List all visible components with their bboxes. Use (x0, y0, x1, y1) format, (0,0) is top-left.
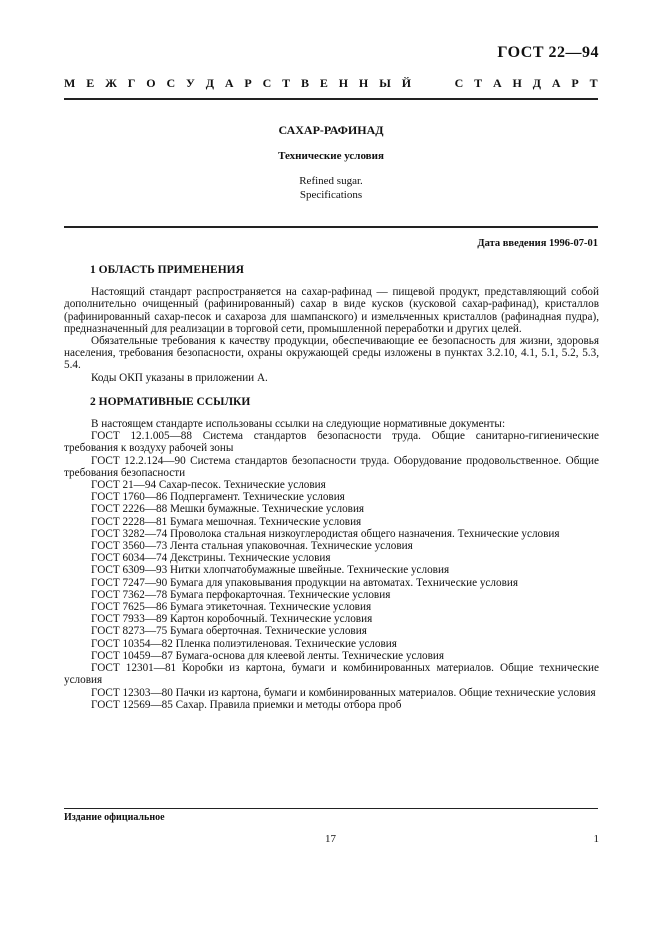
section-1-paragraph-3: Коды ОКП указаны в приложении А. (91, 371, 268, 384)
heading-letter: Т (474, 76, 483, 90)
heading-letter: Н (358, 76, 369, 90)
reference-item: ГОСТ 6309—93 Нитки хлопчатобумажные швейные. Технические условия (91, 564, 450, 577)
heading-letter: Н (512, 76, 522, 90)
reference-item: ГОСТ 2226—88 Мешки бумажные. Технические условия (91, 503, 365, 516)
footer-divider (64, 808, 598, 809)
heading-letter: А (492, 76, 502, 90)
official-edition-label: Издание официальное (64, 812, 165, 823)
heading-letter: Д (205, 76, 214, 90)
header-divider (64, 98, 598, 100)
section-2-intro: В настоящем стандарте использованы ссылки на следующие нормативные документы: (91, 418, 506, 431)
section-1-paragraph-1: Настоящий стандарт распространяется на сахар-рафинад — пищевой продукт, представляющий собой дополнительно очищенный (рафинированный) сахар в виде кусков (кусковой сахар-рафинад), кристаллов (рафинированный сахар-песок и сахароза для шампанского) и измельченных кристаллов (рафинадная пудра), предназначенный для реализации в торговой сети, промышленной переработки и других целей. (64, 286, 599, 335)
heading-letter: Т (282, 76, 291, 90)
heading-letter: Т (589, 76, 598, 90)
heading-letter: В (300, 76, 309, 90)
reference-item: ГОСТ 12.1.005—88 Система стандартов безопасности труда. Общие санитарно-гигиенические требования к воздуху рабочей зоны (64, 430, 599, 455)
english-title-line2: Specifications (299, 189, 363, 201)
reference-item: ГОСТ 2228—81 Бумага мешочная. Технические условия (91, 515, 362, 528)
english-title (64, 174, 598, 202)
heading-letter: Ж (105, 76, 117, 90)
heading-letter: С (262, 76, 272, 90)
reference-item: ГОСТ 12569—85 Сахар. Правила приемки и методы отбора проб (91, 698, 402, 711)
reference-item: ГОСТ 7362—78 Бумага перфокарточная. Технические условия (91, 588, 391, 601)
heading-letter: Д (532, 76, 541, 90)
heading-letter: М (64, 76, 76, 90)
introduction-date: Дата введения 1996-07-01 (477, 238, 598, 249)
reference-item: ГОСТ 8273—75 Бумага оберточная. Технические условия (91, 625, 367, 638)
reference-item: ГОСТ 7933—89 Картон коробочный. Технические условия (91, 613, 373, 626)
title-divider (64, 226, 598, 228)
reference-item: ГОСТ 3560—73 Лента стальная упаковочная. Технические условия (91, 540, 413, 553)
reference-item: ГОСТ 1760—86 Подпергамент. Технические условия (91, 491, 345, 504)
heading-letter: С (454, 76, 464, 90)
reference-item: ГОСТ 10459—87 Бумага-основа для клеевой ленты. Технические условия (91, 649, 445, 662)
reference-item: ГОСТ 12303—80 Пачки из картона, бумаги и комбинированных материалов. Общие технические условия (91, 686, 596, 699)
reference-item: ГОСТ 21—94 Сахар-песок. Технические условия (91, 479, 326, 492)
page-number-right: 1 (593, 833, 599, 845)
heading-letter: Р (571, 76, 579, 90)
reference-item: ГОСТ 10354—82 Пленка полиэтиленовая. Технические условия (91, 637, 397, 650)
document-title: САХАР-РАФИНАД (278, 123, 384, 137)
reference-item: ГОСТ 12301—81 Коробки из картона, бумаги и комбинированных материалов. Общие технические условия (64, 662, 599, 687)
page-number-center: 17 (325, 833, 336, 845)
heading-letter: А (551, 76, 561, 90)
reference-item: ГОСТ 6034—74 Декстрины. Технические условия (91, 552, 331, 565)
reference-item: ГОСТ 3282—74 Проволока стальная низкоуглеродистая общего назначения. Технические условия (91, 527, 560, 540)
heading-letter: А (224, 76, 234, 90)
reference-item: ГОСТ 7625—86 Бумага этикеточная. Технические условия (91, 601, 372, 614)
heading-letter: Н (338, 76, 349, 90)
reference-item: ГОСТ 12.2.124—90 Система стандартов безопасности труда. Оборудование продовольственное. Общие требования безопасности (64, 454, 599, 479)
document-subtitle: Технические условия (278, 150, 384, 162)
english-title-line1: Refined sugar. (299, 175, 363, 187)
document-body (64, 264, 599, 711)
heading-letter: Ы (379, 76, 391, 90)
heading-letter: Й (401, 76, 412, 90)
heading-letter: У (186, 76, 195, 90)
heading-letter: Е (86, 76, 95, 90)
section-1-heading: 1 ОБЛАСТЬ ПРИМЕНЕНИЯ (90, 264, 244, 276)
heading-letter: С (166, 76, 176, 90)
heading-letter: Г (127, 76, 136, 90)
section-2-heading: 2 НОРМАТИВНЫЕ ССЫЛКИ (90, 395, 251, 408)
normative-references-list (64, 430, 599, 711)
gost-number: ГОСТ 22—94 (497, 44, 599, 61)
interstate-standard-heading (64, 76, 598, 91)
heading-letter: О (146, 76, 156, 90)
heading-letter: Е (319, 76, 328, 90)
section-1-paragraph-2: Обязательные требования к качеству продукции, обеспечивающие ее безопасность для жизни, здоровья населения, требования безопасности, охраны окружающей среды изложены в пунктах 3.2.10, 4.1, 5.1, 5.2, 5.3, 5.4. (64, 335, 599, 372)
heading-letter: Р (244, 76, 252, 90)
reference-item: ГОСТ 7247—90 Бумага для упаковывания продукции на автоматах. Технические условия (91, 576, 518, 589)
section-gap (64, 384, 599, 396)
